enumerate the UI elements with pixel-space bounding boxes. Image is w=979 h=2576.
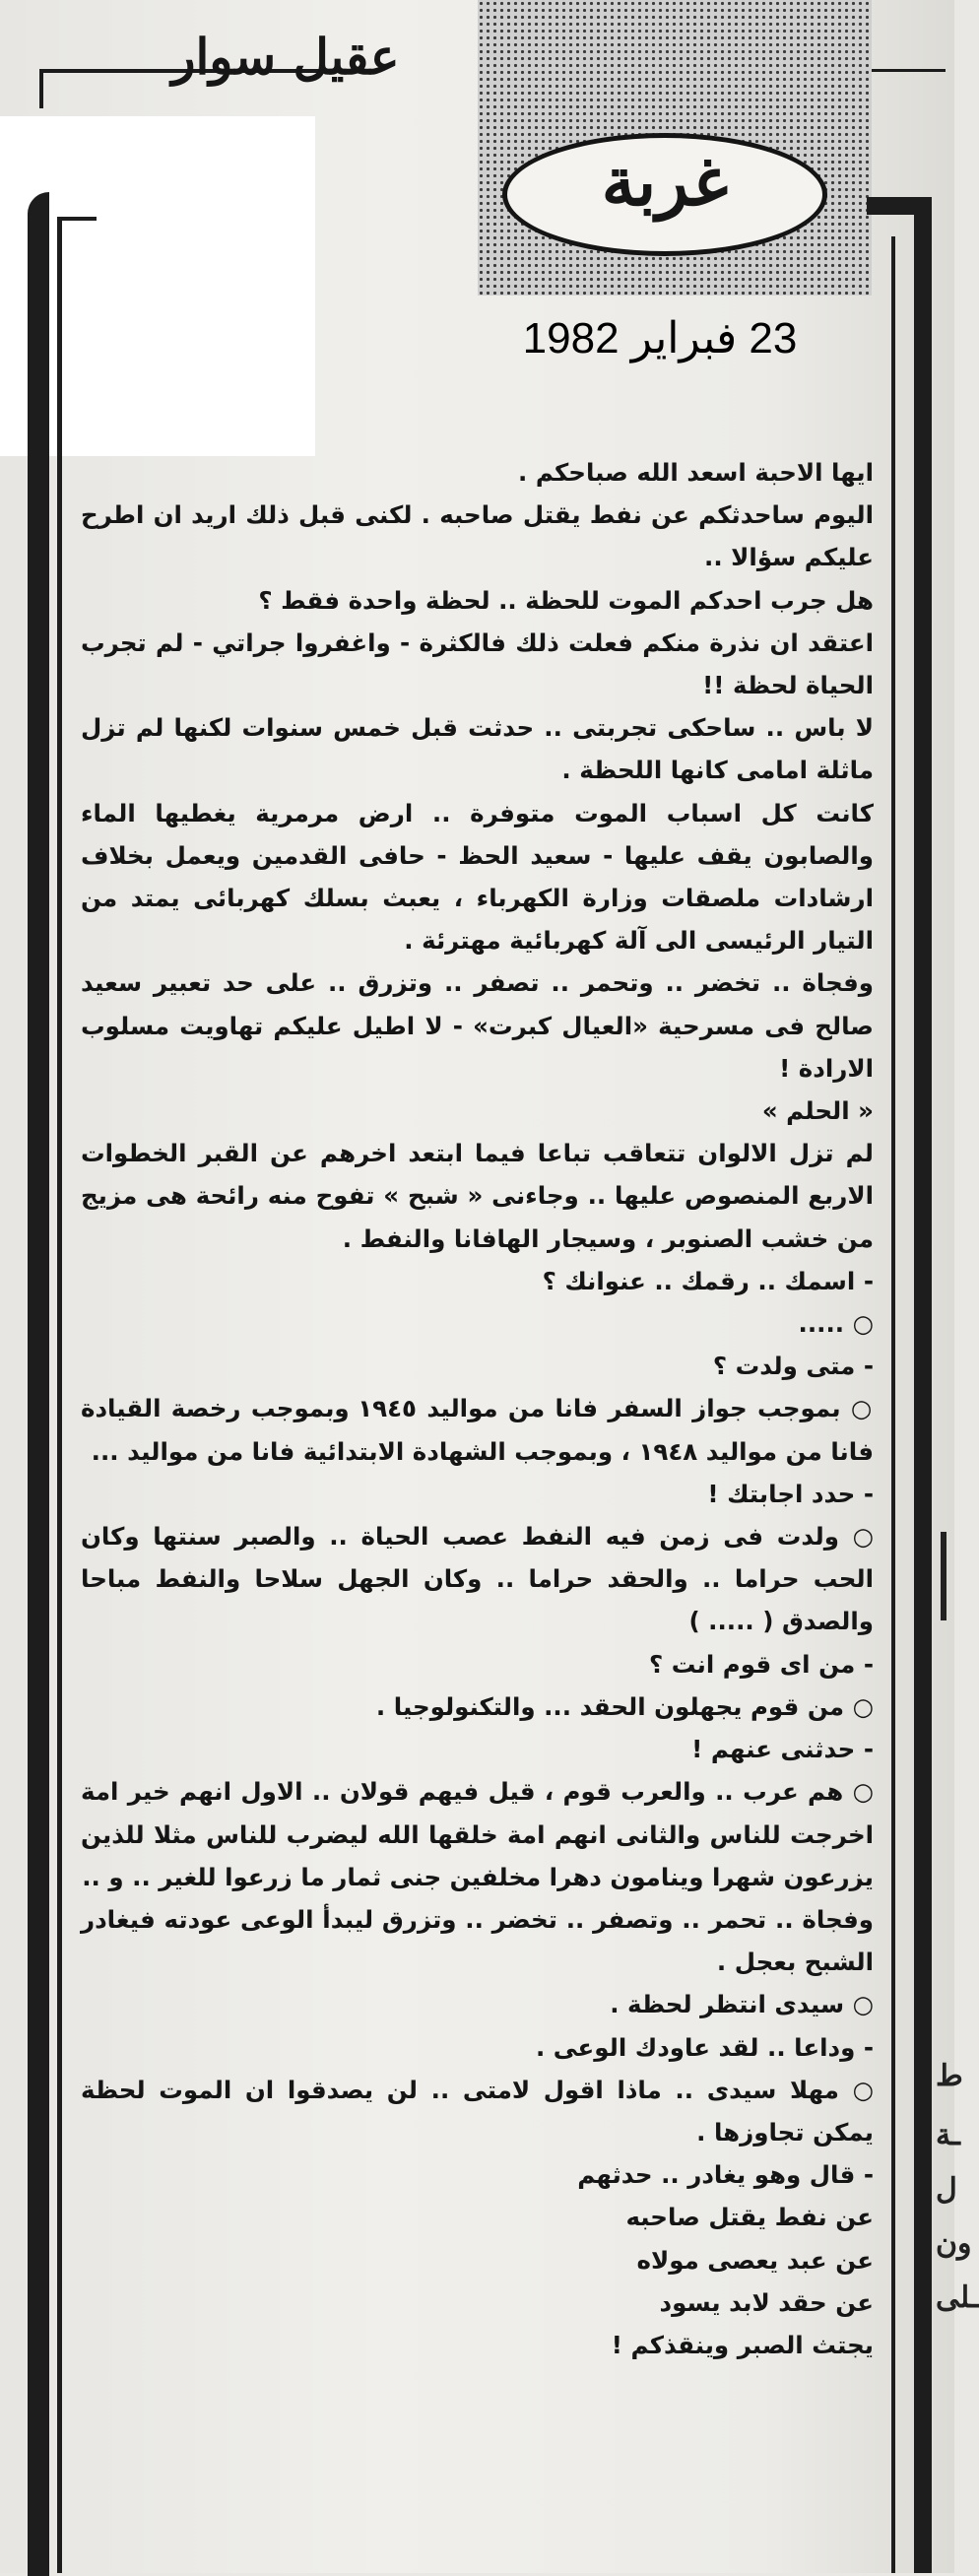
frame-border-left <box>28 192 49 2576</box>
dialogue-line: ○ بموجب جواز السفر فانا من مواليد ١٩٤٥ وبموجب رخصة القيادة فانا من مواليد ١٩٤٨ ، وبموجب الشهادة الابتدائية فانا من مواليد ... <box>81 1394 874 1466</box>
dialogue-line: - من اى قوم انت ؟ <box>649 1649 874 1679</box>
neighbor-column-fragment: ـة <box>936 2118 960 2152</box>
dialogue-line: ○ هم عرب .. والعرب قوم ، قيل فيهم قولان .. الاول انهم خير امة اخرجت للناس والثانى انهم امة خلقها الله ليضرب للناس مثلا للذين يزرعون شهرا وينامون دهرا مخلفين جنى ثمار ما زرعوا للغير .. و .. <box>81 1777 874 1891</box>
dialogue-line: ○ ..... <box>798 1309 874 1339</box>
paragraph: اعتقد ان نذرة منكم فعلت ذلك فالكثرة - واغفروا جراتي - لم تجرب الحياة لحظة !! <box>81 627 874 700</box>
handwritten-date: 23 فبراير 1982 <box>522 314 798 363</box>
neighbor-column-fragment: ل <box>936 2172 957 2207</box>
dialogue-line: ○ سيدى انتظر لحظة . <box>610 1990 874 2019</box>
dialogue-line: - اسمك .. رقمك .. عنوانك ؟ <box>542 1266 874 1295</box>
paragraph: هل جرب احدكم الموت للحظة .. لحظة واحدة فقط ؟ <box>258 585 874 615</box>
dialogue-line: ○ ولدت فى زمن فيه النفط عصب الحياة .. والصبر سنتها وكان الحب حراما .. والحقد حراما .. وكان الجهل سلاحا والنفط مباحا والصدق ( ..... ) <box>81 1522 874 1636</box>
paragraph: لا باس .. ساحكى تجربتى .. حدثت قبل خمس سنوات لكنها لم تزل ماثلة امامى كانها اللحظة . <box>81 713 874 785</box>
frame-border-right <box>914 197 932 2573</box>
dialogue-line: - متى ولدت ؟ <box>712 1352 874 1381</box>
article-body <box>81 451 874 2366</box>
dialogue-line: - حدثنى عنهم ! <box>691 1735 874 1764</box>
paragraph: ايها الاحبة اسعد الله صباحكم . <box>517 458 874 487</box>
paragraph: لم تزل الالوان تتعاقب تباعا فيما ابتعد اخرهم عن القبر الخطوات الاربع المنصوص عليها .. وجاءنى « شبح » تفوح منه رائحة هى مزيج من خشب الصنوبر ، وسيجار الهافانا والنفط . <box>81 1139 874 1253</box>
neighbor-column-fragment: ـلى <box>936 2280 979 2315</box>
dialogue-line: ○ من قوم يجهلون الحقد ... والتكنولوجيا . <box>375 1691 874 1721</box>
header-rule-stub <box>39 69 43 108</box>
paragraph: اليوم ساحدثكم عن نفط يقتل صاحبه . لكنى قبل ذلك اريد ان اطرح عليكم سؤالا .. <box>81 500 874 572</box>
dialogue-line: - وداعا .. لقد عاودك الوعى . <box>535 2032 874 2062</box>
header-rule-right <box>867 69 946 72</box>
dialogue-line: - قال وهو يغادر .. حدثهم <box>577 2160 874 2190</box>
paragraph: وفجاة .. تخضر .. وتحمر .. تصفر .. وتزرق .. على حد تعبير سعيد صالح فى مسرحية «العيال كبرت» - لا اطيل عليكم تهاويت مسلوب الارادة ! <box>81 968 874 1083</box>
frame-inner-border-top <box>57 217 97 221</box>
section-heading: « الحلم » <box>761 1096 874 1126</box>
neighbor-column-rule <box>941 1532 946 1620</box>
author-byline: عقيل سوار <box>171 28 400 86</box>
closing-line: عن نفط يقتل صاحبه <box>625 2203 874 2232</box>
paragraph: كانت كل اسباب الموت متوفرة .. ارض مرمرية يغطيها الماء والصابون يقف عليها - سعيد الحظ - حافى القدمين ويعمل بخلاف ارشادات ملصقات وزارة الكهرباء ، يعبث بسلك كهربائى يمتد من التيار الرئيسى الى آلة كهربائية مهترئة . <box>81 798 874 956</box>
closing-line: يجتث الصبر وينقذكم ! <box>611 2330 874 2359</box>
frame-inner-border-right <box>891 236 895 2573</box>
closing-line: عن حقد لابد يسود <box>659 2287 874 2317</box>
paragraph: وفجاة .. تحمر .. وتصفر .. تخضر .. وتزرق ليبدأ الوعى عودته فيغادر الشبح بعجل . <box>81 1904 874 1977</box>
neighbor-column-fragment: ط <box>936 2059 963 2093</box>
neighbor-column-fragment: ون <box>936 2226 972 2261</box>
closing-line: عن عبد يعصى مولاه <box>636 2245 874 2275</box>
frame-inner-border-left <box>57 217 62 2573</box>
column-title: غربة <box>601 143 729 222</box>
dialogue-line: ○ مهلا سيدى .. ماذا اقول لامتى .. لن يصدقوا ان الموت لحظة يمكن تجاوزها . <box>81 2075 874 2147</box>
dialogue-line: - حدد اجابتك ! <box>707 1479 874 1508</box>
